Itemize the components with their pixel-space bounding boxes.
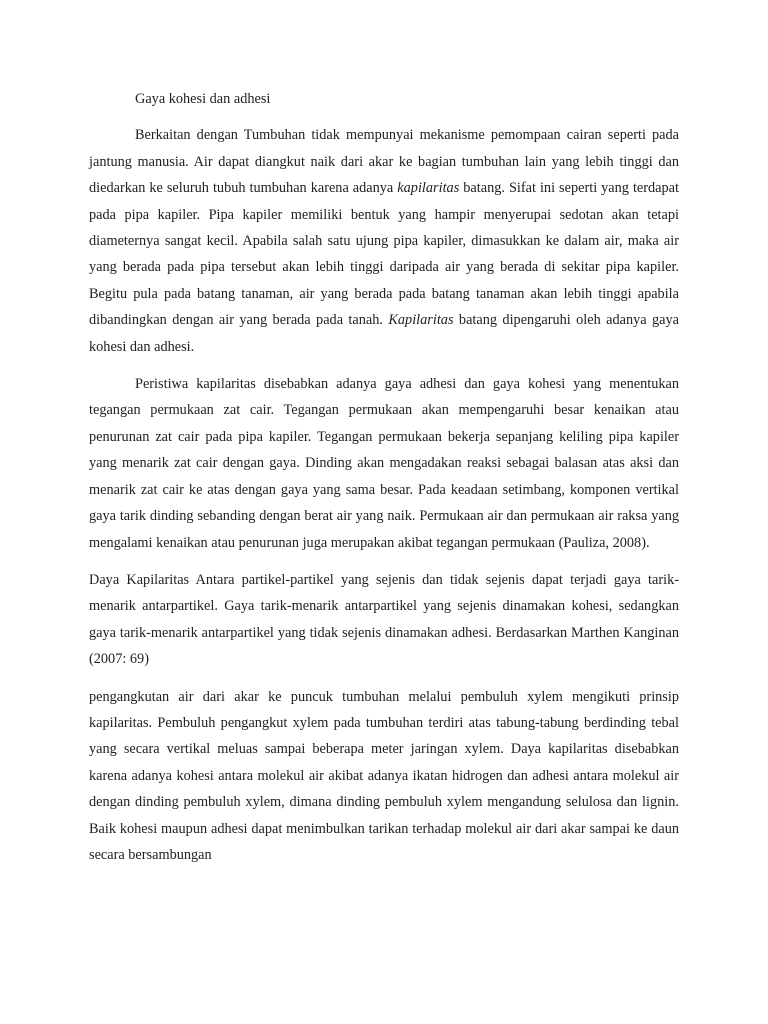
- paragraph-pengangkutan-air: pengangkutan air dari akar ke puncuk tumbuhan melalui pembuluh xylem mengikuti prinsip kapilaritas. Pembuluh pengangkut xylem pada tumbuhan terdiri atas tabung-tabung berdinding tebal yang secara vertikal meluas sampai beberapa meter jaringan xylem. Daya kapilaritas disebabkan karena adanya kohesi antara molekul air akibat adanya ikatan hidrogen dan adhesi antara molekul air dengan dinding pembuluh xylem, dimana dinding pembuluh xylem mengandung selulosa dan lignin. Baik kohesi maupun adhesi dapat menimbulkan tarikan terhadap molekul air dari akar sampai ke daun secara bersambungan: [89, 688, 679, 863]
- paragraph-daya-kapilaritas: Daya Kapilaritas Antara partikel-partikel yang sejenis dan tidak sejenis dapat terjadi gaya tarik-menarik antarpartikel. Gaya tarik-menarik antarpartikel yang sejenis dinamakan kohesi, sedangkan gaya tarik-menarik antarpartikel yang tidak sejenis dinamakan adhesi. Berdasarkan Marthen Kanginan (2007: 69): [89, 571, 679, 668]
- paragraph-kapilaritas-batang: [89, 122, 679, 360]
- section-heading: Gaya kohesi dan adhesi: [135, 91, 271, 107]
- italic-term: Kapilaritas: [388, 312, 454, 329]
- document-body: [89, 86, 679, 879]
- paragraph-text: batang dipengaruhi oleh adanya gaya kohesi dan adhesi.: [89, 312, 679, 355]
- italic-term: kapilaritas: [397, 180, 460, 197]
- paragraph-peristiwa-kapilaritas: Peristiwa kapilaritas disebabkan adanya gaya adhesi dan gaya kohesi yang menentukan tegangan permukaan zat cair. Tegangan permukaan akan mempengaruhi besar kenaikan atau penurunan zat cair pada pipa kapiler. Tegangan permukaan bekerja sepanjang keliling pipa kapiler yang menarik zat cair dengan gaya. Dinding akan mengadakan reaksi sebagai balasan atas aksi dan menarik zat cair ke atas dengan gaya yang sama besar. Pada keadaan setimbang, komponen vertikal gaya tarik dinding sebanding dengan berat air yang naik. Permukaan air dan permukaan air raksa yang mengalami kenaikan atau penurunan juga merupakan akibat tegangan permukaan (Pauliza, 2008).: [89, 376, 679, 551]
- paragraph-text: Berkaitan dengan Tumbuhan tidak mempunyai mekanisme pemompaan cairan seperti pada jantung manusia. Air dapat diangkut naik dari akar ke bagian tumbuhan lain yang lebih tinggi dan diedarkan ke seluruh tubuh tumbuhan karena adanya: [89, 127, 679, 197]
- paragraph-text: batang. Sifat ini seperti yang terdapat pada pipa kapiler. Pipa kapiler memiliki bentuk yang hampir menyerupai sedotan akan tetapi diameternya sangat kecil. Apabila salah satu ujung pipa kapiler, dimasukkan ke dalam air, maka air yang berada pada pipa tersebut akan lebih tinggi daripada air yang berada di sekitar pipa kapiler. Begitu pula pada batang tanaman, air yang berada pada batang tanaman akan lebih tinggi apabila dibandingkan dengan air yang berada pada tanah.: [89, 180, 679, 329]
